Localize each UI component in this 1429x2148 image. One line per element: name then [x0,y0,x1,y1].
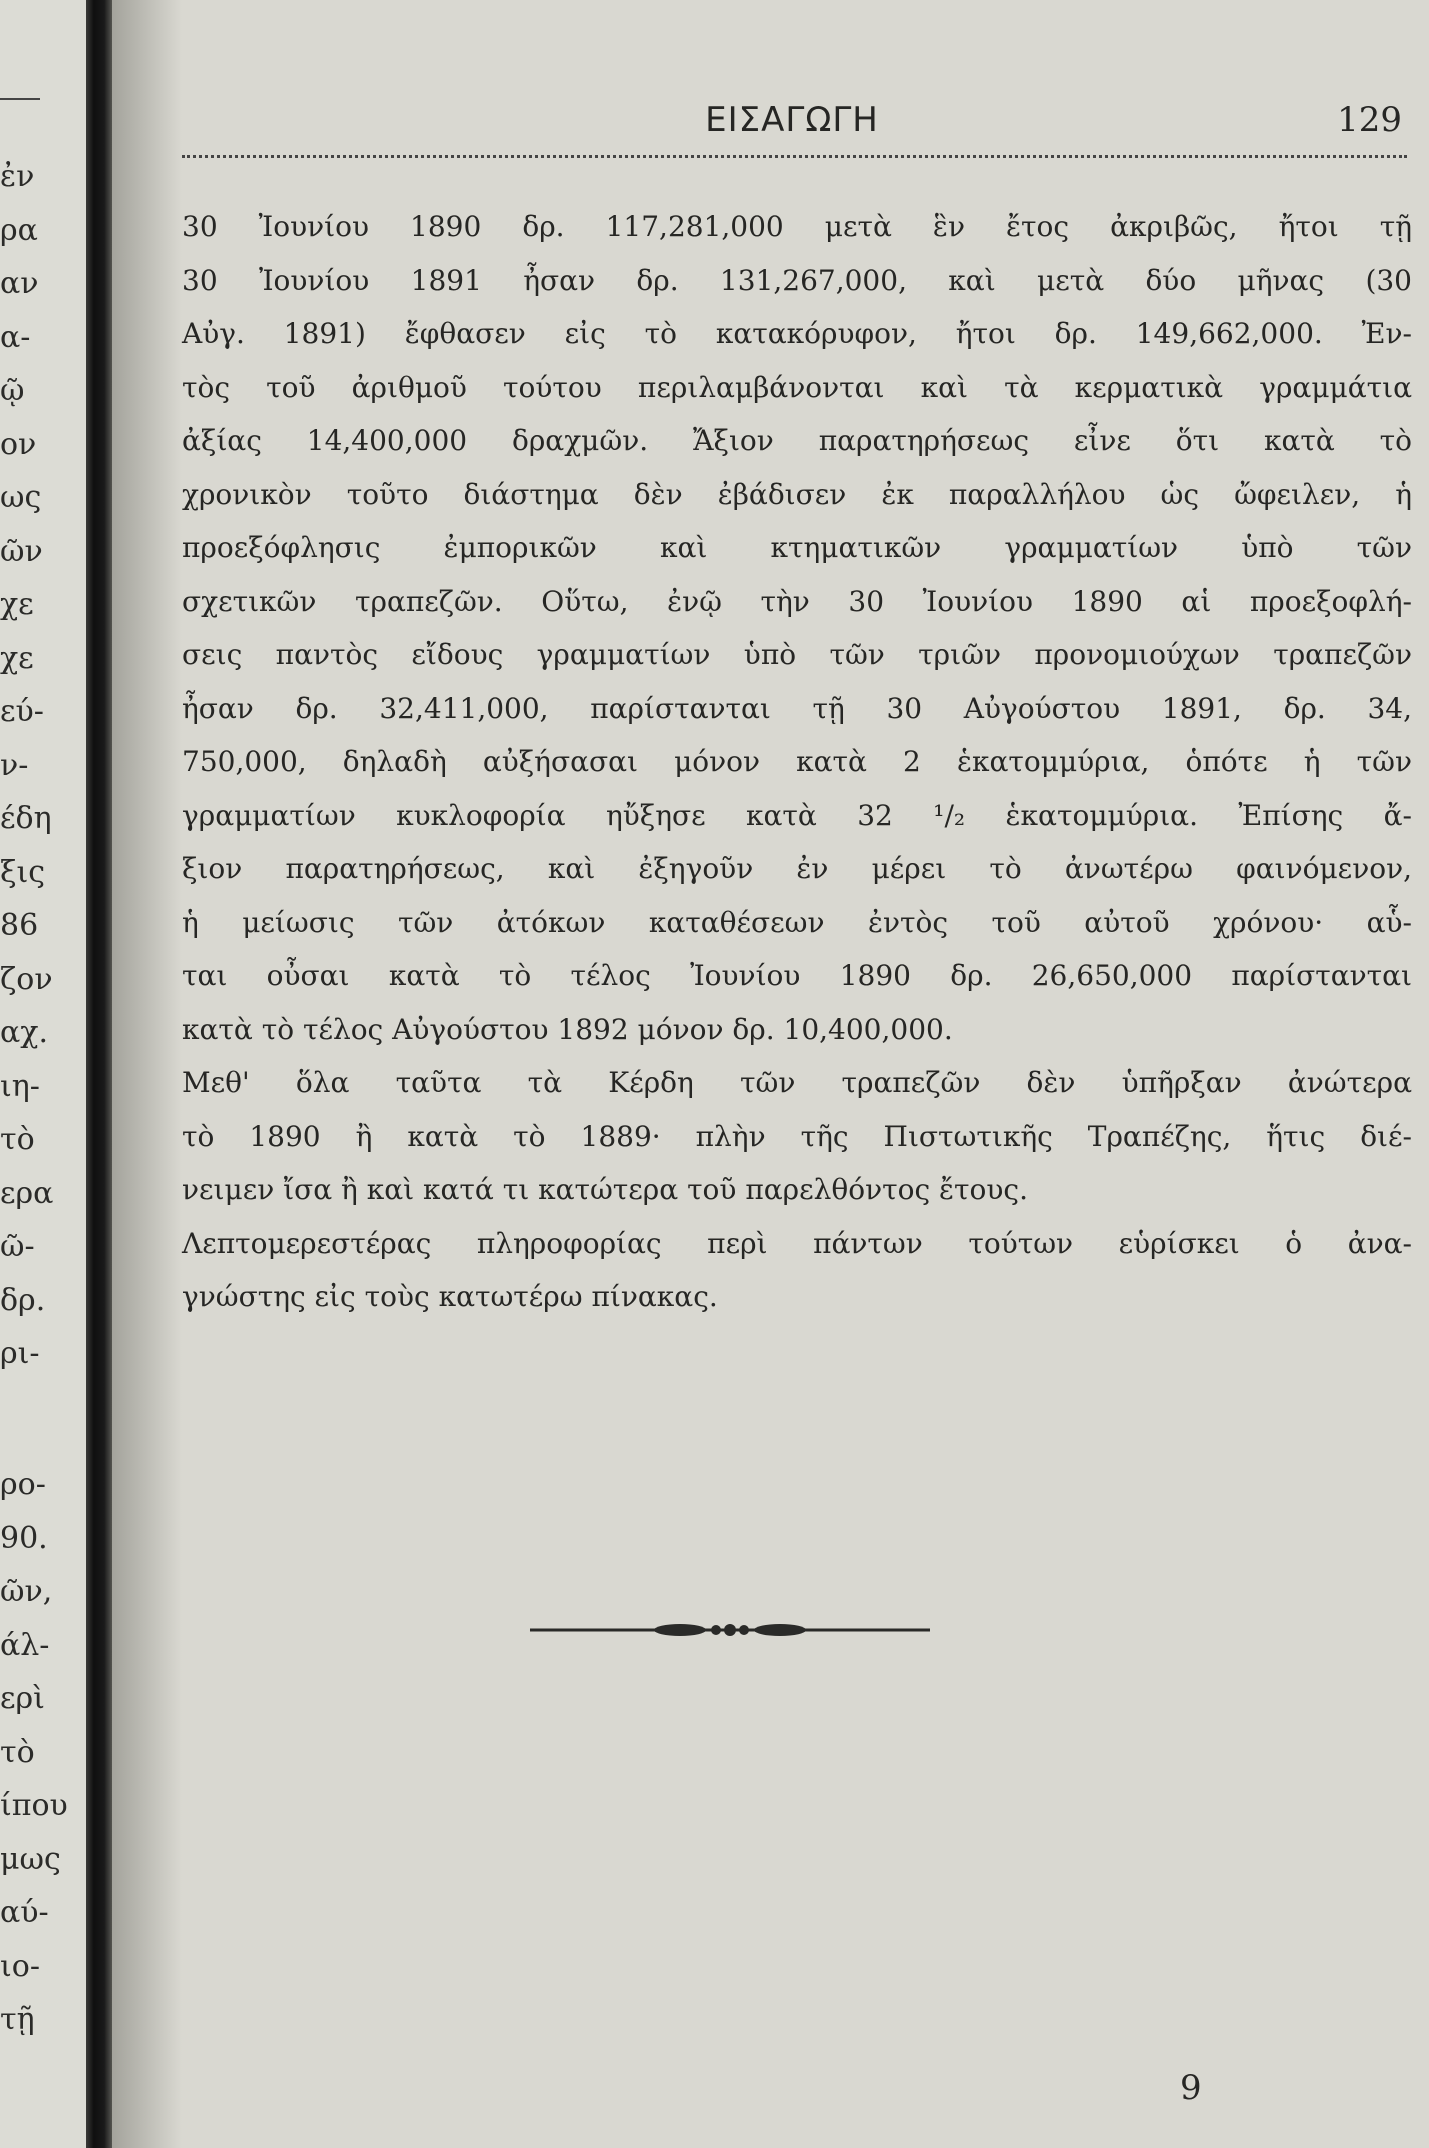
facing-page-fragment: ερα [0,1176,54,1211]
facing-page-fragment: ρο- [0,1468,46,1502]
text-line: Λεπτομερεστέρας πληροφορίας περὶ πάντων τούτων εὑρίσκει ὁ ἀνα- [182,1226,1412,1260]
text-line: 750,000, δηλαδὴ αὐξήσασαι μόνον κατὰ 2 ἑκατομμύρια, ὁπότε ἡ τῶν [182,745,1412,778]
text-line: 30 Ἰουνίου 1890 δρ. 117,281,000 μετὰ ἓν ἔτος ἀκριβῶς, ἤτοι τῇ [182,210,1412,243]
facing-page-fragment: ῷ [0,374,25,408]
facing-page-fragment: ρι- [0,1337,40,1371]
facing-page-fragment: εύ- [0,695,44,729]
header-rule [182,155,1407,158]
facing-page-fragment: 90. [0,1521,48,1556]
text-line: 30 Ἰουνίου 1891 ἦσαν δρ. 131,267,000, καὶ μετὰ δύο μῆνας (30 [182,263,1412,297]
facing-page-fragment: ον [0,427,37,462]
facing-page-fragment: ξις [0,855,46,890]
facing-page-edge [0,0,88,2148]
facing-page-fragment: μως [0,1842,61,1877]
facing-page-fragment: ῶν [0,534,43,569]
text-line: γνώστης εἰς τοὺς κατωτέρω πίνακας. [182,1280,718,1313]
facing-page-fragment: δρ. [0,1283,46,1318]
text-line: ξιον παρατηρήσεως, καὶ ἐξηγοῦν ἐν μέρει τὸ ἀνωτέρω φαινόμενον, [182,852,1412,885]
facing-page-fragment: τὸ [0,1123,35,1157]
text-line: νειμεν ἴσα ἢ καὶ κατά τι κατώτερα τοῦ παρελθόντος ἔτους. [182,1173,1029,1206]
signature-mark: 9 [1180,2068,1202,2108]
facing-page-fragment: ιη- [0,1069,40,1104]
facing-page-fragment: 86 [0,909,39,943]
text-line: κατὰ τὸ τέλος Αὐγούστου 1892 μόνον δρ. 10,400,000. [182,1012,953,1046]
facing-page-fragment: ῶ- [0,1230,35,1264]
text-line: ἦσαν δρ. 32,411,000, παρίστανται τῇ 30 Αὐγούστου 1891, δρ. 34, [182,691,1412,725]
book-spine [86,0,112,2148]
facing-page-fragment: αν [0,267,39,301]
ornamental-divider [530,1618,930,1642]
facing-page-fragment: αχ. [0,1016,48,1050]
facing-page-fragment: έδη [0,802,52,836]
facing-page-fragment: αύ- [0,1896,49,1930]
text-line: σχετικῶν τραπεζῶν. Οὕτω, ἐνῷ τὴν 30 Ἰουνίου 1890 αἱ προεξοφλή- [182,584,1412,618]
text-line: χρονικὸν τοῦτο διάστημα δὲν ἐβάδισεν ἐκ παραλλήλου ὡς ὤφειλεν, ἡ [182,477,1412,511]
facing-page-fragment: χε [0,641,34,676]
text-line: προεξόφλησις ἐμπορικῶν καὶ κτηματικῶν γραμματίων ὑπὸ τῶν [182,531,1412,564]
facing-page-fragment: ζον [0,962,53,997]
text-line: ἀξίας 14,400,000 δραχμῶν. Ἄξιον παρατηρήσεως εἶνε ὅτι κατὰ τὸ [182,424,1412,457]
facing-page-fragment: τὸ [0,1735,35,1770]
text-line: γραμματίων κυκλοφορία ηὔξησε κατὰ 32 ¹/₂ ἑκατομμύρια. Ἐπίσης ἄ- [182,798,1412,832]
facing-page-rule [0,98,40,100]
facing-page-fragment: ῶν, [0,1575,53,1609]
facing-page-fragment: ν- [0,748,29,783]
text-line: Αὐγ. 1891) ἔφθασεν εἰς τὸ κατακόρυφον, ἤτοι δρ. 149,662,000. Ἐν- [182,317,1412,350]
facing-page-fragment: τῇ [0,2003,35,2037]
text-line: ἡ μείωσις τῶν ἀτόκων καταθέσεων ἐντὸς τοῦ αὐτοῦ χρόνου· αὗ- [182,905,1412,939]
running-title: ΕΙΣΑΓΩΓΗ [705,100,879,140]
text-line: σεις παντὸς εἴδους γραμματίων ὑπὸ τῶν τριῶν προνομιούχων τραπεζῶν [182,638,1412,671]
page-number: 129 [1337,100,1402,140]
facing-page-fragment: ιο- [0,1949,40,1984]
text-line: Μεθ' ὅλα ταῦτα τὰ Κέρδη τῶν τραπεζῶν δὲν ὑπῆρξαν ἀνώτερα [182,1066,1412,1099]
facing-page-fragment: ως [0,481,42,515]
running-header [182,100,1402,146]
body-text [182,200,1412,1324]
facing-page-fragment: άλ- [0,1628,50,1663]
facing-page-fragment: ἐν [0,160,35,194]
book-page [112,0,1429,2148]
facing-page-fragment: ίπου [0,1789,68,1823]
text-line: τὸς τοῦ ἀριθμοῦ τούτου περιλαμβάνονται καὶ τὰ κερματικὰ γραμμάτια [182,370,1412,404]
facing-page-fragment: α- [0,320,31,355]
text-line: ται οὖσαι κατὰ τὸ τέλος Ἰουνίου 1890 δρ. 26,650,000 παρίστανται [182,959,1412,992]
facing-page-fragment: ρα [0,213,38,248]
text-line: τὸ 1890 ἢ κατὰ τὸ 1889· πλὴν τῆς Πιστωτικῆς Τραπέζης, ἥτις διέ- [182,1119,1412,1153]
facing-page-fragment: χε [0,588,34,622]
facing-page-fragment: ερὶ [0,1682,45,1716]
